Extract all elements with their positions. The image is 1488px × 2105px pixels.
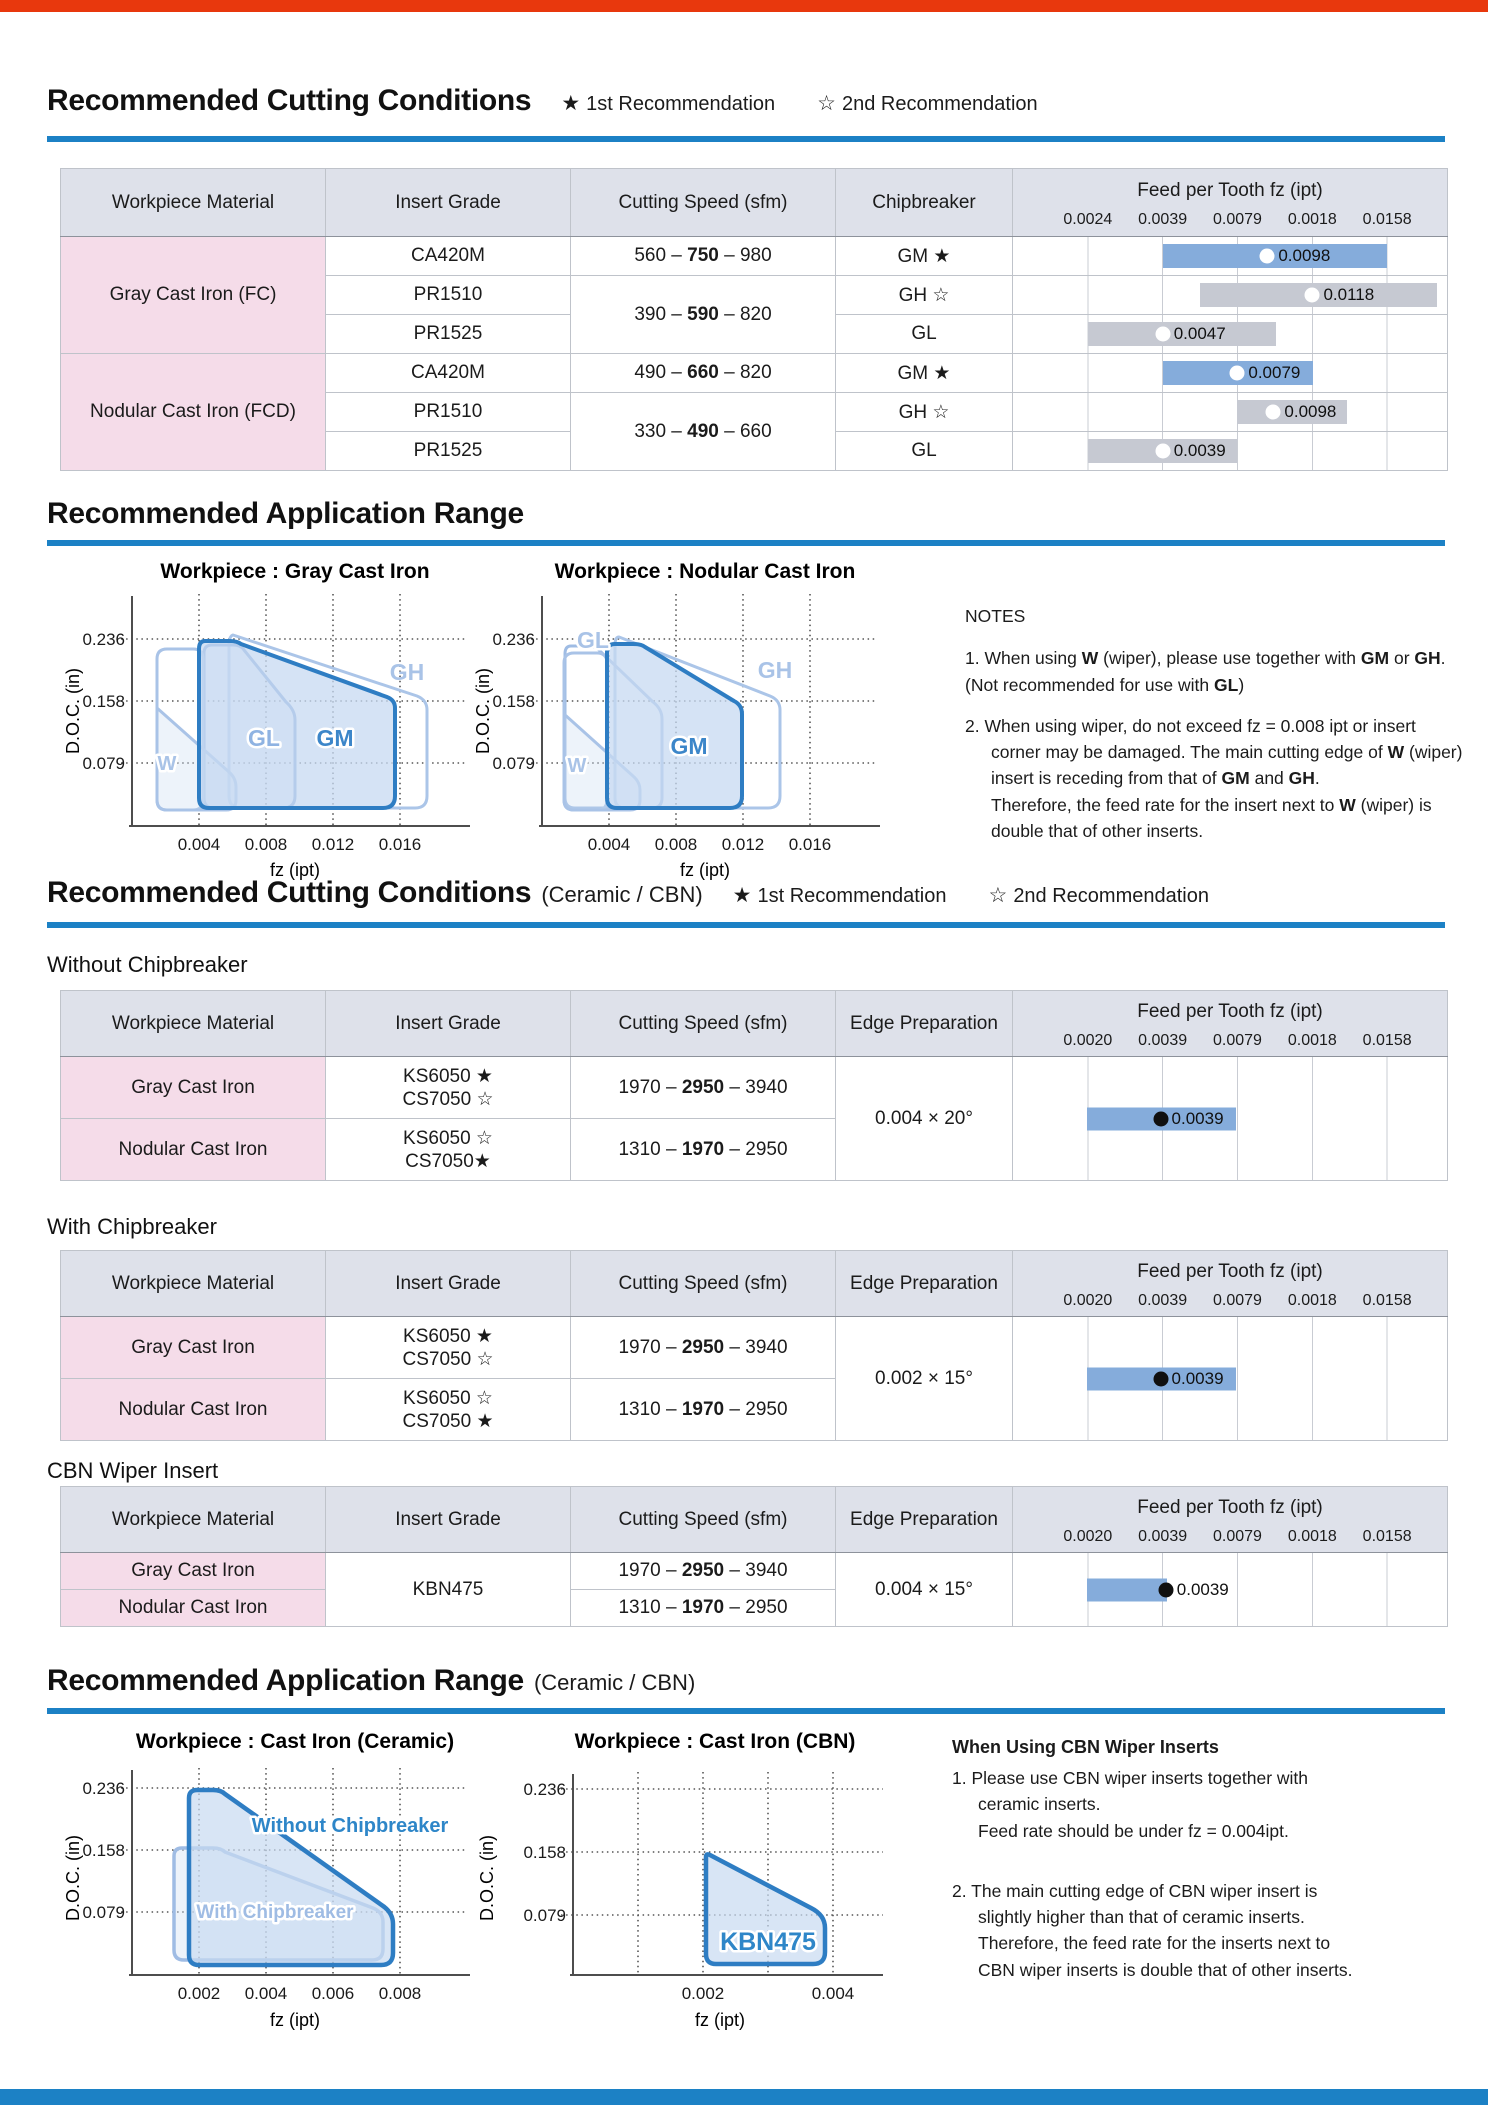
xaxis-label: fz (ipt) bbox=[269, 2010, 321, 2030]
section2-title: Recommended Cutting Conditions bbox=[47, 876, 532, 909]
xtick: 0.008 bbox=[244, 835, 288, 854]
speed-cell: 1310 – 1970 – 2950 bbox=[571, 1119, 836, 1181]
grade-cell: KS6050 ☆ CS7050 ★ bbox=[326, 1379, 571, 1441]
ytick: 0.079 bbox=[523, 1906, 566, 1925]
material-cell: Nodular Cast Iron bbox=[61, 1590, 326, 1627]
region-gm bbox=[607, 644, 742, 808]
notes-wiper bbox=[965, 603, 1465, 859]
label-kbn475: KBN475 bbox=[720, 1928, 816, 1956]
speed-cell: 1970 – 2950 – 3940 bbox=[571, 1317, 836, 1379]
feed-range-bar bbox=[1087, 1578, 1167, 1601]
legend-first-label: 1st Recommendation bbox=[757, 885, 947, 907]
speed-cell: 1970 – 2950 – 3940 bbox=[571, 1057, 836, 1119]
xtick: 0.012 bbox=[721, 835, 765, 854]
recommended-feed-dot bbox=[1305, 288, 1320, 303]
recommended-feed-dot bbox=[1153, 1111, 1168, 1126]
xtick: 0.004 bbox=[244, 1984, 288, 2003]
chipbreaker-cell: GM ★ bbox=[836, 354, 1013, 393]
feed-value-label: 0.0079 bbox=[1248, 363, 1301, 382]
grade-cell: PR1510 bbox=[326, 393, 571, 432]
app-range2-subtitle: (Ceramic / CBN) bbox=[533, 1670, 696, 1695]
feed-tick: 0.0018 bbox=[1287, 1032, 1337, 1049]
label-without-chipbreaker: Without Chipbreaker bbox=[251, 1815, 449, 1837]
grade-cell: CA420M bbox=[326, 237, 571, 276]
feed-tick: 0.0018 bbox=[1287, 1528, 1337, 1545]
feed-tick: 0.0158 bbox=[1362, 1528, 1412, 1545]
feed-value-label: 0.0098 bbox=[1278, 246, 1331, 265]
legend-second-label: 2nd Recommendation bbox=[1013, 885, 1209, 907]
speed-cell: 560 – 750 – 980 bbox=[571, 237, 836, 276]
recommended-feed-dot bbox=[1266, 405, 1281, 420]
xtick: 0.016 bbox=[378, 835, 422, 854]
region-shapes bbox=[157, 635, 427, 810]
app-range2-header bbox=[47, 1664, 695, 1698]
speed-cell: 490 – 660 – 820 bbox=[571, 354, 836, 393]
col-header-speed: Cutting Speed (sfm) bbox=[571, 991, 836, 1057]
chart-ceramic bbox=[55, 1728, 475, 2063]
legend-first bbox=[733, 883, 947, 908]
page-top-accent-bar bbox=[0, 0, 1488, 12]
feed-tick: 0.0079 bbox=[1212, 211, 1262, 228]
feed-value-label: 0.0118 bbox=[1323, 285, 1375, 304]
table-row bbox=[61, 1317, 1448, 1379]
label-gm: GM bbox=[670, 733, 708, 759]
feed-bar-cell bbox=[1013, 432, 1448, 471]
label-gm: GM bbox=[316, 725, 354, 751]
speed-cell: 1970 – 2950 – 3940 bbox=[571, 1553, 836, 1590]
recommended-feed-dot bbox=[1260, 249, 1275, 264]
feed-tick: 0.0039 bbox=[1138, 1032, 1188, 1049]
feed-range-bar bbox=[1163, 244, 1387, 268]
speed-cell: 1310 – 1970 – 2950 bbox=[571, 1590, 836, 1627]
feed-tick: 0.0079 bbox=[1212, 1032, 1262, 1049]
app-range-header bbox=[47, 497, 524, 531]
xaxis-label: fz (ipt) bbox=[694, 2010, 746, 2030]
page-bottom-accent-bar bbox=[0, 2089, 1488, 2105]
xtick: 0.008 bbox=[378, 1984, 422, 2003]
ytick: 0.158 bbox=[82, 1841, 125, 1860]
legend-second-label: 2nd Recommendation bbox=[841, 93, 1038, 115]
feed-tick: 0.0158 bbox=[1362, 1292, 1412, 1309]
feed-tick: 0.0039 bbox=[1138, 1292, 1188, 1309]
feed-bar-cell bbox=[1013, 393, 1448, 432]
app-range2-title: Recommended Application Range bbox=[47, 1664, 524, 1697]
feed-tick-labels bbox=[1013, 202, 1447, 234]
grade-cell: KBN475 bbox=[326, 1553, 571, 1627]
col-header-speed: Cutting Speed (sfm) bbox=[571, 169, 836, 237]
speed-cell: 330 – 490 – 660 bbox=[571, 393, 836, 471]
col-header-grade: Insert Grade bbox=[326, 169, 571, 237]
chipbreaker-cell: GL bbox=[836, 315, 1013, 354]
xtick: 0.004 bbox=[587, 835, 631, 854]
feed-bar-cell bbox=[1013, 354, 1448, 393]
feed-tick-labels bbox=[1013, 1023, 1447, 1055]
chart-gray-cast-iron bbox=[55, 558, 475, 890]
feed-bar-cell bbox=[1013, 1317, 1448, 1441]
note-item: 1. When using W (wiper), please use together with GM or GH. (Not recommended for use with GL) bbox=[965, 648, 1446, 695]
notes-title: When Using CBN Wiper Inserts bbox=[952, 1737, 1219, 1757]
xaxis-label: fz (ipt) bbox=[269, 860, 321, 880]
feed-bar-cell bbox=[1013, 315, 1448, 354]
recommended-feed-dot bbox=[1153, 1371, 1168, 1386]
xtick: 0.016 bbox=[788, 835, 832, 854]
cbn-wiper-table bbox=[60, 1486, 1448, 1627]
feed-tick: 0.0020 bbox=[1063, 1528, 1113, 1545]
xaxis-label: fz (ipt) bbox=[679, 860, 731, 880]
open-star-icon: ☆ bbox=[988, 884, 1008, 907]
chart-nodular-cast-iron bbox=[465, 558, 885, 890]
feed-value-label: 0.0039 bbox=[1176, 1579, 1229, 1599]
grade-cell: KS6050 ★ CS7050 ☆ bbox=[326, 1057, 571, 1119]
ytick: 0.158 bbox=[492, 692, 535, 711]
legend-first bbox=[561, 91, 775, 116]
ytick: 0.079 bbox=[82, 754, 125, 773]
material-cell: Nodular Cast Iron bbox=[61, 1379, 326, 1441]
yaxis-label: D.O.C. (in) bbox=[63, 667, 83, 755]
ytick: 0.236 bbox=[82, 630, 125, 649]
section2-header bbox=[47, 876, 1209, 910]
feed-tick-labels bbox=[1013, 1283, 1447, 1315]
col-header-speed: Cutting Speed (sfm) bbox=[571, 1487, 836, 1553]
yaxis-label: D.O.C. (in) bbox=[63, 1834, 83, 1922]
feed-value-label: 0.0047 bbox=[1173, 324, 1226, 343]
feed-tick: 0.0024 bbox=[1063, 211, 1113, 228]
with-chipbreaker-label: With Chipbreaker bbox=[47, 1214, 217, 1239]
recommended-feed-dot bbox=[1155, 444, 1170, 459]
feed-header-title: Feed per Tooth fz (ipt) bbox=[1137, 1497, 1323, 1518]
material-cell: Nodular Cast Iron (FCD) bbox=[61, 354, 326, 471]
ytick: 0.079 bbox=[492, 754, 535, 773]
xtick: 0.004 bbox=[811, 1984, 855, 2003]
label-gl: GL bbox=[248, 725, 280, 751]
label-w: W bbox=[157, 753, 177, 775]
grade-cell: KS6050 ★ CS7050 ☆ bbox=[326, 1317, 571, 1379]
label-gh: GH bbox=[389, 659, 425, 685]
feed-value-label: 0.0039 bbox=[1173, 441, 1226, 460]
feed-tick: 0.0018 bbox=[1287, 1292, 1337, 1309]
yaxis-label: D.O.C. (in) bbox=[473, 667, 493, 755]
with-chipbreaker-table bbox=[60, 1250, 1448, 1441]
col-header-edge: Edge Preparation bbox=[836, 1487, 1013, 1553]
cbn-wiper-insert-label: CBN Wiper Insert bbox=[47, 1458, 219, 1483]
edge-prep-cell: 0.004 × 20° bbox=[836, 1057, 1013, 1181]
label-with-chipbreaker: With Chipbreaker bbox=[196, 1902, 354, 1923]
grade-cell: PR1525 bbox=[326, 432, 571, 471]
xtick: 0.002 bbox=[681, 1984, 725, 2003]
app-range-title: Recommended Application Range bbox=[47, 497, 524, 530]
col-header-material: Workpiece Material bbox=[61, 1251, 326, 1317]
feed-value-label: 0.0039 bbox=[1171, 1108, 1224, 1128]
feed-header-title: Feed per Tooth fz (ipt) bbox=[1137, 1261, 1323, 1282]
note-item: 2. The main cutting edge of CBN wiper insert is slightly higher than that of ceramic inserts. Therefore, the feed rate for the inserts next to CBN wiper inserts is double that of other inserts. bbox=[952, 1880, 1353, 1980]
recommendation-legend bbox=[733, 883, 1209, 908]
col-header-feed bbox=[1013, 169, 1448, 237]
section2-subtitle: (Ceramic / CBN) bbox=[541, 882, 703, 907]
col-header-grade: Insert Grade bbox=[326, 991, 571, 1057]
chipbreaker-cell: GL bbox=[836, 432, 1013, 471]
label-gh: GH bbox=[757, 657, 793, 683]
label-w: W bbox=[567, 755, 587, 777]
feed-header-title: Feed per Tooth fz (ipt) bbox=[1137, 1001, 1323, 1022]
chart-title: Workpiece : Cast Iron (Ceramic) bbox=[135, 1730, 455, 1753]
ytick: 0.158 bbox=[82, 692, 125, 711]
feed-tick: 0.0020 bbox=[1063, 1292, 1113, 1309]
xtick: 0.012 bbox=[311, 835, 355, 854]
grade-cell: PR1510 bbox=[326, 276, 571, 315]
notes-title: NOTES bbox=[965, 606, 1026, 626]
region-gm bbox=[199, 641, 395, 808]
ytick: 0.236 bbox=[492, 630, 535, 649]
material-cell: Nodular Cast Iron bbox=[61, 1119, 326, 1181]
ytick: 0.236 bbox=[523, 1780, 566, 1799]
col-header-feed bbox=[1013, 1487, 1448, 1553]
region-shapes bbox=[564, 637, 780, 810]
speed-cell: 1310 – 1970 – 2950 bbox=[571, 1379, 836, 1441]
app-range2-rule bbox=[47, 1708, 1445, 1714]
col-header-material: Workpiece Material bbox=[61, 991, 326, 1057]
ytick: 0.236 bbox=[82, 1779, 125, 1798]
table-row bbox=[61, 1057, 1448, 1119]
col-header-feed bbox=[1013, 991, 1448, 1057]
table-row bbox=[61, 237, 1448, 276]
app-range-rule bbox=[47, 540, 1445, 546]
filled-star-icon: ★ bbox=[732, 884, 752, 907]
notes-cbn-wiper bbox=[952, 1734, 1467, 1998]
col-header-material: Workpiece Material bbox=[61, 169, 326, 237]
feed-tick-labels bbox=[1013, 1519, 1447, 1551]
legend-first-label: 1st Recommendation bbox=[586, 93, 776, 115]
label-gl: GL bbox=[577, 627, 609, 653]
chipbreaker-cell: GM ★ bbox=[836, 237, 1013, 276]
feed-value-label: 0.0098 bbox=[1284, 402, 1337, 421]
open-star-icon: ☆ bbox=[817, 92, 836, 115]
recommendation-legend bbox=[561, 91, 1037, 116]
chart-title: Workpiece : Cast Iron (CBN) bbox=[574, 1730, 856, 1753]
filled-star-icon: ★ bbox=[561, 92, 581, 115]
speed-cell: 390 – 590 – 820 bbox=[571, 276, 836, 354]
xtick: 0.006 bbox=[311, 1984, 355, 2003]
feed-tick: 0.0158 bbox=[1362, 211, 1412, 228]
recommended-feed-dot bbox=[1155, 327, 1170, 342]
grade-cell: KS6050 ☆ CS7050★ bbox=[326, 1119, 571, 1181]
feed-tick: 0.0018 bbox=[1287, 211, 1337, 228]
note-item: 1. Please use CBN wiper inserts together with ceramic inserts. Feed rate should be under fz = 0.004ipt. bbox=[952, 1768, 1308, 1841]
table-row bbox=[61, 354, 1448, 393]
feed-tick: 0.0039 bbox=[1138, 211, 1188, 228]
feed-bar-cell bbox=[1013, 237, 1448, 276]
recommended-feed-dot bbox=[1158, 1582, 1173, 1597]
without-chipbreaker-table bbox=[60, 990, 1448, 1181]
material-cell: Gray Cast Iron bbox=[61, 1317, 326, 1379]
chart-title: Workpiece : Nodular Cast Iron bbox=[554, 560, 856, 583]
col-header-grade: Insert Grade bbox=[326, 1251, 571, 1317]
col-header-material: Workpiece Material bbox=[61, 1487, 326, 1553]
chart-title: Workpiece : Gray Cast Iron bbox=[160, 560, 430, 583]
feed-tick: 0.0158 bbox=[1362, 1032, 1412, 1049]
col-header-grade: Insert Grade bbox=[326, 1487, 571, 1553]
section2-rule bbox=[47, 922, 1445, 928]
note-item: 2. When using wiper, do not exceed fz = 0.008 ipt or insert corner may be damaged. The main cutting edge of W (wiper) insert is receding from that of GM and GH. Therefore, the feed rate for the insert next to W (wiper) is double that of other inserts. bbox=[965, 715, 1463, 841]
legend-second bbox=[817, 91, 1038, 116]
chipbreaker-cell: GH ☆ bbox=[836, 276, 1013, 315]
col-header-edge: Edge Preparation bbox=[836, 991, 1013, 1057]
xtick: 0.004 bbox=[177, 835, 221, 854]
section1-title: Recommended Cutting Conditions bbox=[47, 84, 532, 117]
feed-tick: 0.0079 bbox=[1212, 1528, 1262, 1545]
recommended-feed-dot bbox=[1230, 366, 1245, 381]
feed-tick: 0.0039 bbox=[1138, 1528, 1188, 1545]
section1-rule bbox=[47, 136, 1445, 142]
yaxis-label: D.O.C. (in) bbox=[477, 1834, 497, 1922]
feed-bar-cell bbox=[1013, 1553, 1448, 1627]
edge-prep-cell: 0.002 × 15° bbox=[836, 1317, 1013, 1441]
material-cell: Gray Cast Iron bbox=[61, 1553, 326, 1590]
edge-prep-cell: 0.004 × 15° bbox=[836, 1553, 1013, 1627]
material-cell: Gray Cast Iron (FC) bbox=[61, 237, 326, 354]
feed-tick: 0.0079 bbox=[1212, 1292, 1262, 1309]
material-cell: Gray Cast Iron bbox=[61, 1057, 326, 1119]
ytick: 0.079 bbox=[82, 1903, 125, 1922]
col-header-speed: Cutting Speed (sfm) bbox=[571, 1251, 836, 1317]
chart-cbn bbox=[465, 1728, 890, 2063]
col-header-feed bbox=[1013, 1251, 1448, 1317]
cutting-conditions-table bbox=[60, 168, 1448, 471]
feed-header-title: Feed per Tooth fz (ipt) bbox=[1137, 180, 1323, 201]
feed-tick: 0.0020 bbox=[1063, 1032, 1113, 1049]
ytick: 0.158 bbox=[523, 1843, 566, 1862]
xtick: 0.002 bbox=[177, 1984, 221, 2003]
grade-cell: PR1525 bbox=[326, 315, 571, 354]
col-header-edge: Edge Preparation bbox=[836, 1251, 1013, 1317]
xtick: 0.008 bbox=[654, 835, 698, 854]
grade-cell: CA420M bbox=[326, 354, 571, 393]
section1-header bbox=[47, 84, 1038, 118]
legend-second bbox=[988, 883, 1209, 908]
col-header-chipbreaker: Chipbreaker bbox=[836, 169, 1013, 237]
table-row bbox=[61, 1553, 1448, 1590]
feed-bar-cell bbox=[1013, 1057, 1448, 1181]
chipbreaker-cell: GH ☆ bbox=[836, 393, 1013, 432]
feed-bar-cell bbox=[1013, 276, 1448, 315]
feed-value-label: 0.0039 bbox=[1171, 1368, 1224, 1388]
without-chipbreaker-label: Without Chipbreaker bbox=[47, 952, 248, 977]
